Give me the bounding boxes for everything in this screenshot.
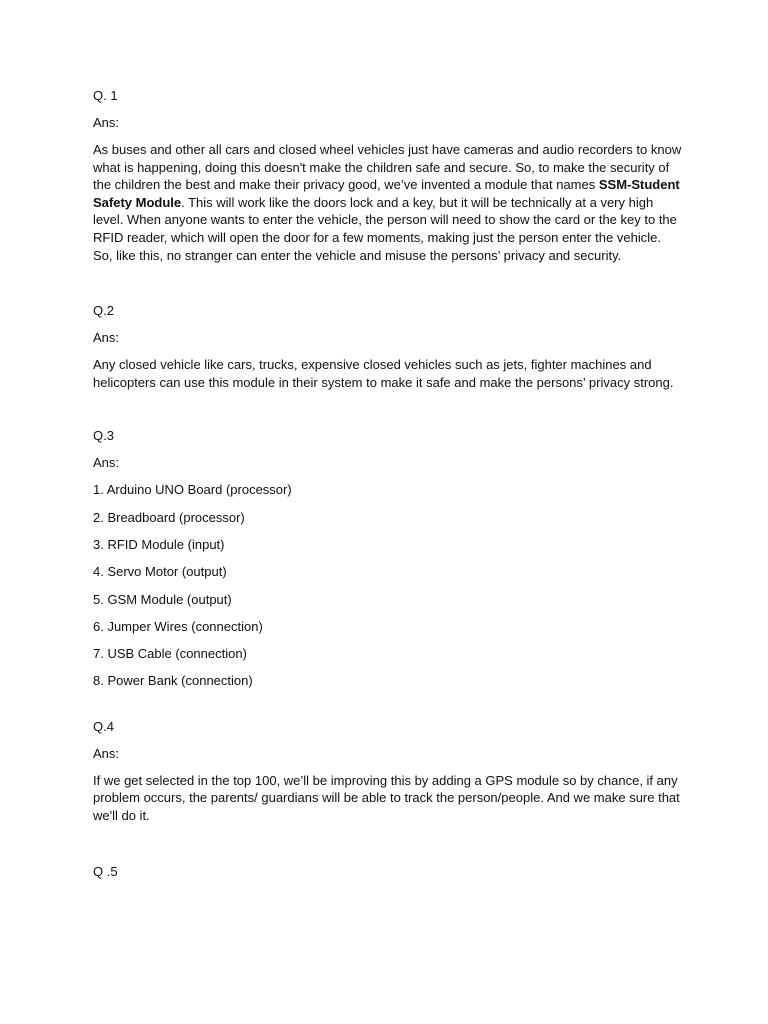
list-item: 8. Power Bank (connection) — [93, 673, 253, 689]
answer-1-text-end: . This will work like the doors lock and a key, but it will be technically at a very high level. When anyone wants to enter the vehicle, the person will need to show the card or the key to the RFID reader, which will open the door for a few moments, making just the person enter the vehicle. So, like this, no stranger can enter the vehicle and misuse the persons’ privacy and security. — [93, 194, 677, 263]
spacer — [93, 700, 683, 718]
answer-3-label: Ans: — [93, 455, 120, 471]
list-item: 2. Breadboard (processor) — [93, 509, 245, 525]
list-item: 3. RFID Module (input) — [93, 536, 225, 552]
spacer — [93, 264, 683, 302]
question-2-label: Q.2 — [93, 303, 114, 319]
spacer — [93, 391, 683, 427]
components-list — [93, 481, 683, 689]
question-5-label: Q .5 — [93, 863, 118, 879]
question-3-label: Q.3 — [93, 428, 114, 444]
module-name-bold: SSM-Student Safety Module — [93, 177, 680, 210]
answer-2-text: Any closed vehicle like cars, trucks, expensive closed vehicles such as jets, fighter machines and helicopters can use this module in their system to make it safe and make the persons’ privacy strong. — [93, 357, 674, 390]
answer-1-label: Ans: — [93, 115, 120, 130]
list-item: 6. Jumper Wires (connection) — [93, 618, 263, 634]
answer-1-text-start: As buses and other all cars and closed wheel vehicles just have cameras and audio recorders to know what is happening, doing this doesn't make the children safe and secure. So, to make the security of the children the best and make their privacy good, we’ve invented a module that names — [93, 142, 682, 193]
answer-1-text — [93, 141, 683, 264]
list-item: 4. Servo Motor (output) — [93, 564, 227, 580]
answer-4-label: Ans: — [93, 745, 120, 761]
spacer — [93, 825, 683, 863]
answer-2-label: Ans: — [93, 330, 120, 346]
list-item: 1. Arduino UNO Board (processor) — [93, 482, 292, 498]
question-1-label: Q. 1 — [93, 88, 118, 103]
question-4-label: Q.4 — [93, 718, 114, 734]
list-item: 5. GSM Module (output) — [93, 591, 232, 607]
answer-4-text: If we get selected in the top 100, we’ll be improving this by adding a GPS module so by chance, if any problem occurs, the parents/ guardians will be able to track the person/people. And we make sure that we'll do it. — [93, 772, 680, 823]
list-item: 7. USB Cable (connection) — [93, 646, 247, 662]
document-body — [93, 87, 683, 890]
